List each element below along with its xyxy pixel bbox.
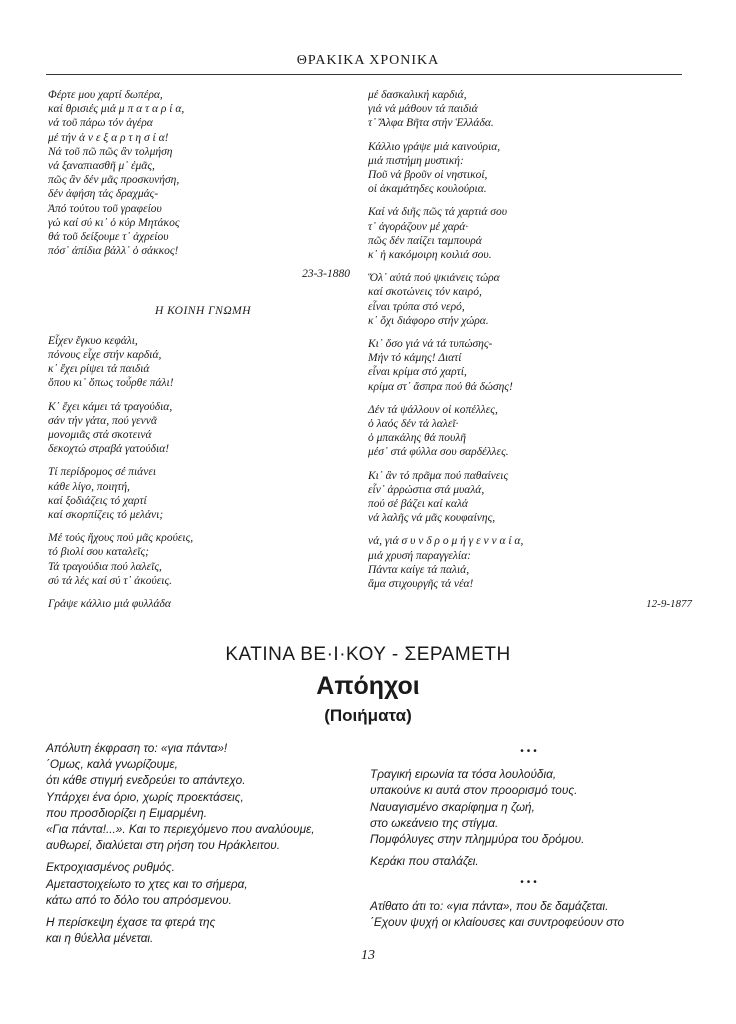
verse-line: Ποῦ νά βροῦν οἱ νηστικοί, xyxy=(368,169,488,182)
verse-line: Πομφόλυγες στην πλημμύρα του δρόμου. xyxy=(370,832,585,847)
verse-line: τό βιολί σου καταλεῖς; xyxy=(48,546,149,559)
verse-line: Υπάρχει ένα όριο, χωρίς προεκτάσεις, xyxy=(46,789,244,804)
stanza xyxy=(370,898,690,930)
verse-line: κάθε λίγο, ποιητή, xyxy=(48,480,130,493)
verse-line: ἅμα στιχουργῆς τά νέα! xyxy=(368,578,474,591)
verse-line: Κάλλιο γράψε μιά καινούρια, xyxy=(368,140,501,153)
verse-line: ὁ λαός δέν τά λαλεῖ· xyxy=(368,418,459,431)
poem1-date: 23-3-1880 xyxy=(302,268,350,281)
verse-line: νά, γιά σ υ ν δ ρ ο μ ή γ ε ν ν α ί α, xyxy=(368,535,524,548)
separator-dots: ••• xyxy=(520,877,540,889)
verse-line: νά τοῦ πάρω τόν ἀγέρα xyxy=(48,117,153,130)
stanza xyxy=(48,334,358,391)
verse-line: δεκοχτώ στραβά γατούδια! xyxy=(48,443,170,456)
stanza xyxy=(368,271,688,328)
verse-line: πῶς ἂν δέν μᾶς προσκυνήση, xyxy=(48,174,180,187)
verse-line: Πάντα καίγε τά παλιά, xyxy=(368,563,470,576)
poem2-left-stanzas xyxy=(48,334,358,611)
stanza xyxy=(46,740,366,853)
stanza xyxy=(48,531,358,588)
verse-line: Εἶχεν ἔγκυο κεφάλι, xyxy=(48,334,138,347)
verse-line: μιά πιστήμη μυστική: xyxy=(368,154,464,167)
verse-line: μέσ᾽ στά φύλλα σου σαρδέλλες. xyxy=(368,446,509,459)
verse-line: ΄Εχουν ψυχή οι κλαίουσες και συντροφεύουν στο xyxy=(370,914,625,929)
stanza xyxy=(370,766,690,847)
stanza xyxy=(46,859,366,908)
verse-line: σύ τά λές καί σύ τ᾽ ἀκούεις. xyxy=(48,574,173,587)
verse-line: μονομιᾶς στά σκοτεινά xyxy=(48,429,152,442)
verse-line: μέ δασκαλική καρδιά, xyxy=(368,89,467,101)
stanza xyxy=(368,337,688,394)
verse-line: ΄Ομως, καλά γνωρίζουμε, xyxy=(46,757,178,772)
stanza xyxy=(48,597,358,611)
verse-line: μέ τήν ἀ ν ε ξ α ρ τ η σ ί α! xyxy=(48,131,169,144)
poem1-stanza xyxy=(48,88,358,258)
separator-dots: ••• xyxy=(520,746,540,757)
article-title: Απόηχοι xyxy=(316,672,420,700)
verse-line: ὅπου κι᾽ ὅπως τοὖρθε πάλι! xyxy=(48,377,174,390)
stanza xyxy=(368,140,688,197)
stanza xyxy=(48,465,358,522)
stanza xyxy=(368,88,688,131)
verse-line: θά τοῦ δείξουμε τ᾽ ἀχρείου xyxy=(48,231,169,244)
verse-line: Τί περίδρομος σέ πιάνει xyxy=(48,466,157,479)
stanza xyxy=(368,205,688,262)
lower-right-column xyxy=(370,744,690,936)
verse-line: Κεράκι που σταλάζει. xyxy=(370,854,479,869)
verse-line: ότι κάθε στιγμή ενεδρεύει το απάντεχο. xyxy=(46,773,246,788)
verse-line: εἶν᾽ ἀρρώστια στά μυαλά, xyxy=(368,483,485,496)
verse-line: καί ξοδιάζεις τό χαρτί xyxy=(48,494,147,507)
verse-line: εἶναι τρύπα στό νερό, xyxy=(368,300,465,313)
verse-line: που προσδιορίζει η Ειμαρμένη. xyxy=(46,805,207,820)
verse-line: οἱ ἀκαμάτηδες κουλούρια. xyxy=(368,183,487,196)
verse-line: νά ξαναπιασθῆ μ᾽ ἐμᾶς, xyxy=(48,160,155,173)
stanza xyxy=(368,534,688,591)
stanza xyxy=(368,469,688,526)
article-right-stanzas-1 xyxy=(370,766,690,869)
verse-line: υπακούνε κι αυτά στον προορισμό τους. xyxy=(370,783,578,798)
verse-line: κ᾽ ἔχει ρίψει τά παιδιά xyxy=(48,363,150,376)
verse-line: πῶς δέν παίζει ταμπουρά xyxy=(368,234,482,247)
verse-line: Δέν τά ψάλλουν οἱ κοπέλλες, xyxy=(368,403,498,416)
verse-line: Γράψε κάλλιο μιά φυλλάδα xyxy=(48,598,171,611)
verse-line: Η περίσκεψη έχασε τα φτερά της xyxy=(46,915,216,930)
verse-line: Αμεταστοιχείωτο το χτες και το σήμερα, xyxy=(46,876,248,891)
verse-line: καί θρισιές μιά μ π α τ α ρ ί α, xyxy=(48,103,185,116)
verse-line: και η θύελλα μένεται. xyxy=(46,931,154,946)
verse-line: Κι᾽ ἂν τό πρᾶμα πού παθαίνεις xyxy=(368,469,509,482)
page-number: 13 xyxy=(361,948,375,963)
verse-line: κρίμα στ᾽ ἄσπρα πού θά δώσης! xyxy=(368,380,513,393)
verse-line: ὁ μπακάλης θά πουλῆ xyxy=(368,432,467,445)
verse-line: τ᾽ Ἄλφα Βῆτα στήν Ἑλλάδα. xyxy=(368,117,494,130)
verse-line: στο ωκεάνειο της στίγμα. xyxy=(370,815,499,830)
verse-line: Καί νά διῆς πῶς τά χαρτιά σου xyxy=(368,206,507,219)
verse-line: πού σέ βάζει καί καλά xyxy=(368,498,468,511)
poem2-right-stanzas xyxy=(368,88,688,591)
upper-left-column xyxy=(48,88,358,620)
poem2-title: Η ΚΟΙΝΗ ΓΝΩΜΗ xyxy=(154,304,252,317)
verse-line: πόσ᾽ ἀπίδια βάλλ᾽ ὁ σάκκος! xyxy=(48,245,179,258)
verse-line: Ναυαγισμένο σκαρίφημα η ζωή, xyxy=(370,799,535,814)
verse-line: Απόλυτη έκφραση το: «για πάντα»! xyxy=(46,741,228,755)
verse-line: αυθωρεί, διαλύεται στη ρήση του Ηράκλειτου. xyxy=(46,838,281,853)
verse-line: καί σκορπίζεις τό μελάνι; xyxy=(48,509,164,522)
verse-line: Τραγική ειρωνία τα τόσα λουλούδια, xyxy=(370,767,557,782)
verse-line: νά λαλῆς νά μᾶς κουφαίνης, xyxy=(368,512,496,525)
verse-line: σάν τήν γάτα, πού γεννᾶ xyxy=(48,414,157,427)
verse-line: Κ᾽ ἔχει κάμει τά τραγούδια, xyxy=(48,400,173,413)
verse-line: δέν ἀφήση τάς δραχμάς- xyxy=(48,188,159,201)
verse-line: Ατίθατο άτι το: «για πάντα», που δε δαμάζεται. xyxy=(370,898,609,913)
upper-right-column xyxy=(368,88,688,600)
verse-line: πόνους εἶχε στήν καρδιά, xyxy=(48,349,162,362)
verse-line: Κι᾽ ὅσο γιά νά τά τυπώσης- xyxy=(368,338,493,351)
verse-line: τ᾽ ἀγοράζουν μέ χαρά· xyxy=(368,220,469,233)
verse-line: Εκτροχιασμένος ρυθμός. xyxy=(46,860,175,875)
verse-line: καί σκοτώνεις τόν καιρό, xyxy=(368,286,482,299)
lower-left-column xyxy=(46,740,366,952)
verse-line: γώ καί σύ κι᾽ ὁ κύρ Μητάκος xyxy=(48,216,180,229)
running-header: ΘΡΑΚΙΚΑ ΧΡΟΝΙΚΑ xyxy=(296,53,440,68)
article-left-stanzas xyxy=(46,740,366,946)
article-right-stanzas-2 xyxy=(370,898,690,930)
verse-line: Νά τοῦ πῶ πῶς ἂν τολμήση xyxy=(48,145,173,158)
header-rule xyxy=(46,74,682,75)
verse-line: κ᾽ ὄχι διάφορο στήν χώρα. xyxy=(368,314,489,327)
verse-line: Μέ τούς ἤχους πού μᾶς κρούεις, xyxy=(48,532,194,545)
poem2-date: 12-9-1877 xyxy=(646,598,692,610)
article-subtitle: (Ποιήματα) xyxy=(324,706,412,725)
verse-line: Ἀπό τούτου τοῦ γραφείου xyxy=(48,202,162,215)
verse-line: εἶναι κρίμα στό χαρτί, xyxy=(368,366,467,379)
verse-line: «Για πάντα!...». Και το περιεχόμενο που αναλύουμε, xyxy=(46,822,315,837)
verse-line: μιά χρυσή παραγγελία: xyxy=(368,549,471,562)
verse-line: Τά τραγούδια πού λαλεῖς, xyxy=(48,560,162,573)
verse-line: κάτω από το δόλο του απρόσμενου. xyxy=(46,892,232,907)
article-author: ΚΑΤΙΝΑ ΒΕ·Ι·ΚΟΥ - ΣΕΡΑΜΕΤΗ xyxy=(225,644,511,665)
verse-line: Ὅλ᾽ αὐτά πού ψκιάνεις τώρα xyxy=(368,272,500,285)
verse-line: Φέρτε μου χαρτί δωπέρα, xyxy=(48,89,163,101)
stanza xyxy=(46,914,366,946)
stanza xyxy=(370,853,690,869)
verse-line: γιά νά μάθουν τά παιδιά xyxy=(368,103,478,116)
stanza xyxy=(368,403,688,460)
stanza xyxy=(48,400,358,457)
verse-line: κ᾽ ἡ κακόμοιρη κοιλιά σου. xyxy=(368,249,492,262)
verse-line: Μήν τό κάμης! Διατί xyxy=(368,352,462,365)
